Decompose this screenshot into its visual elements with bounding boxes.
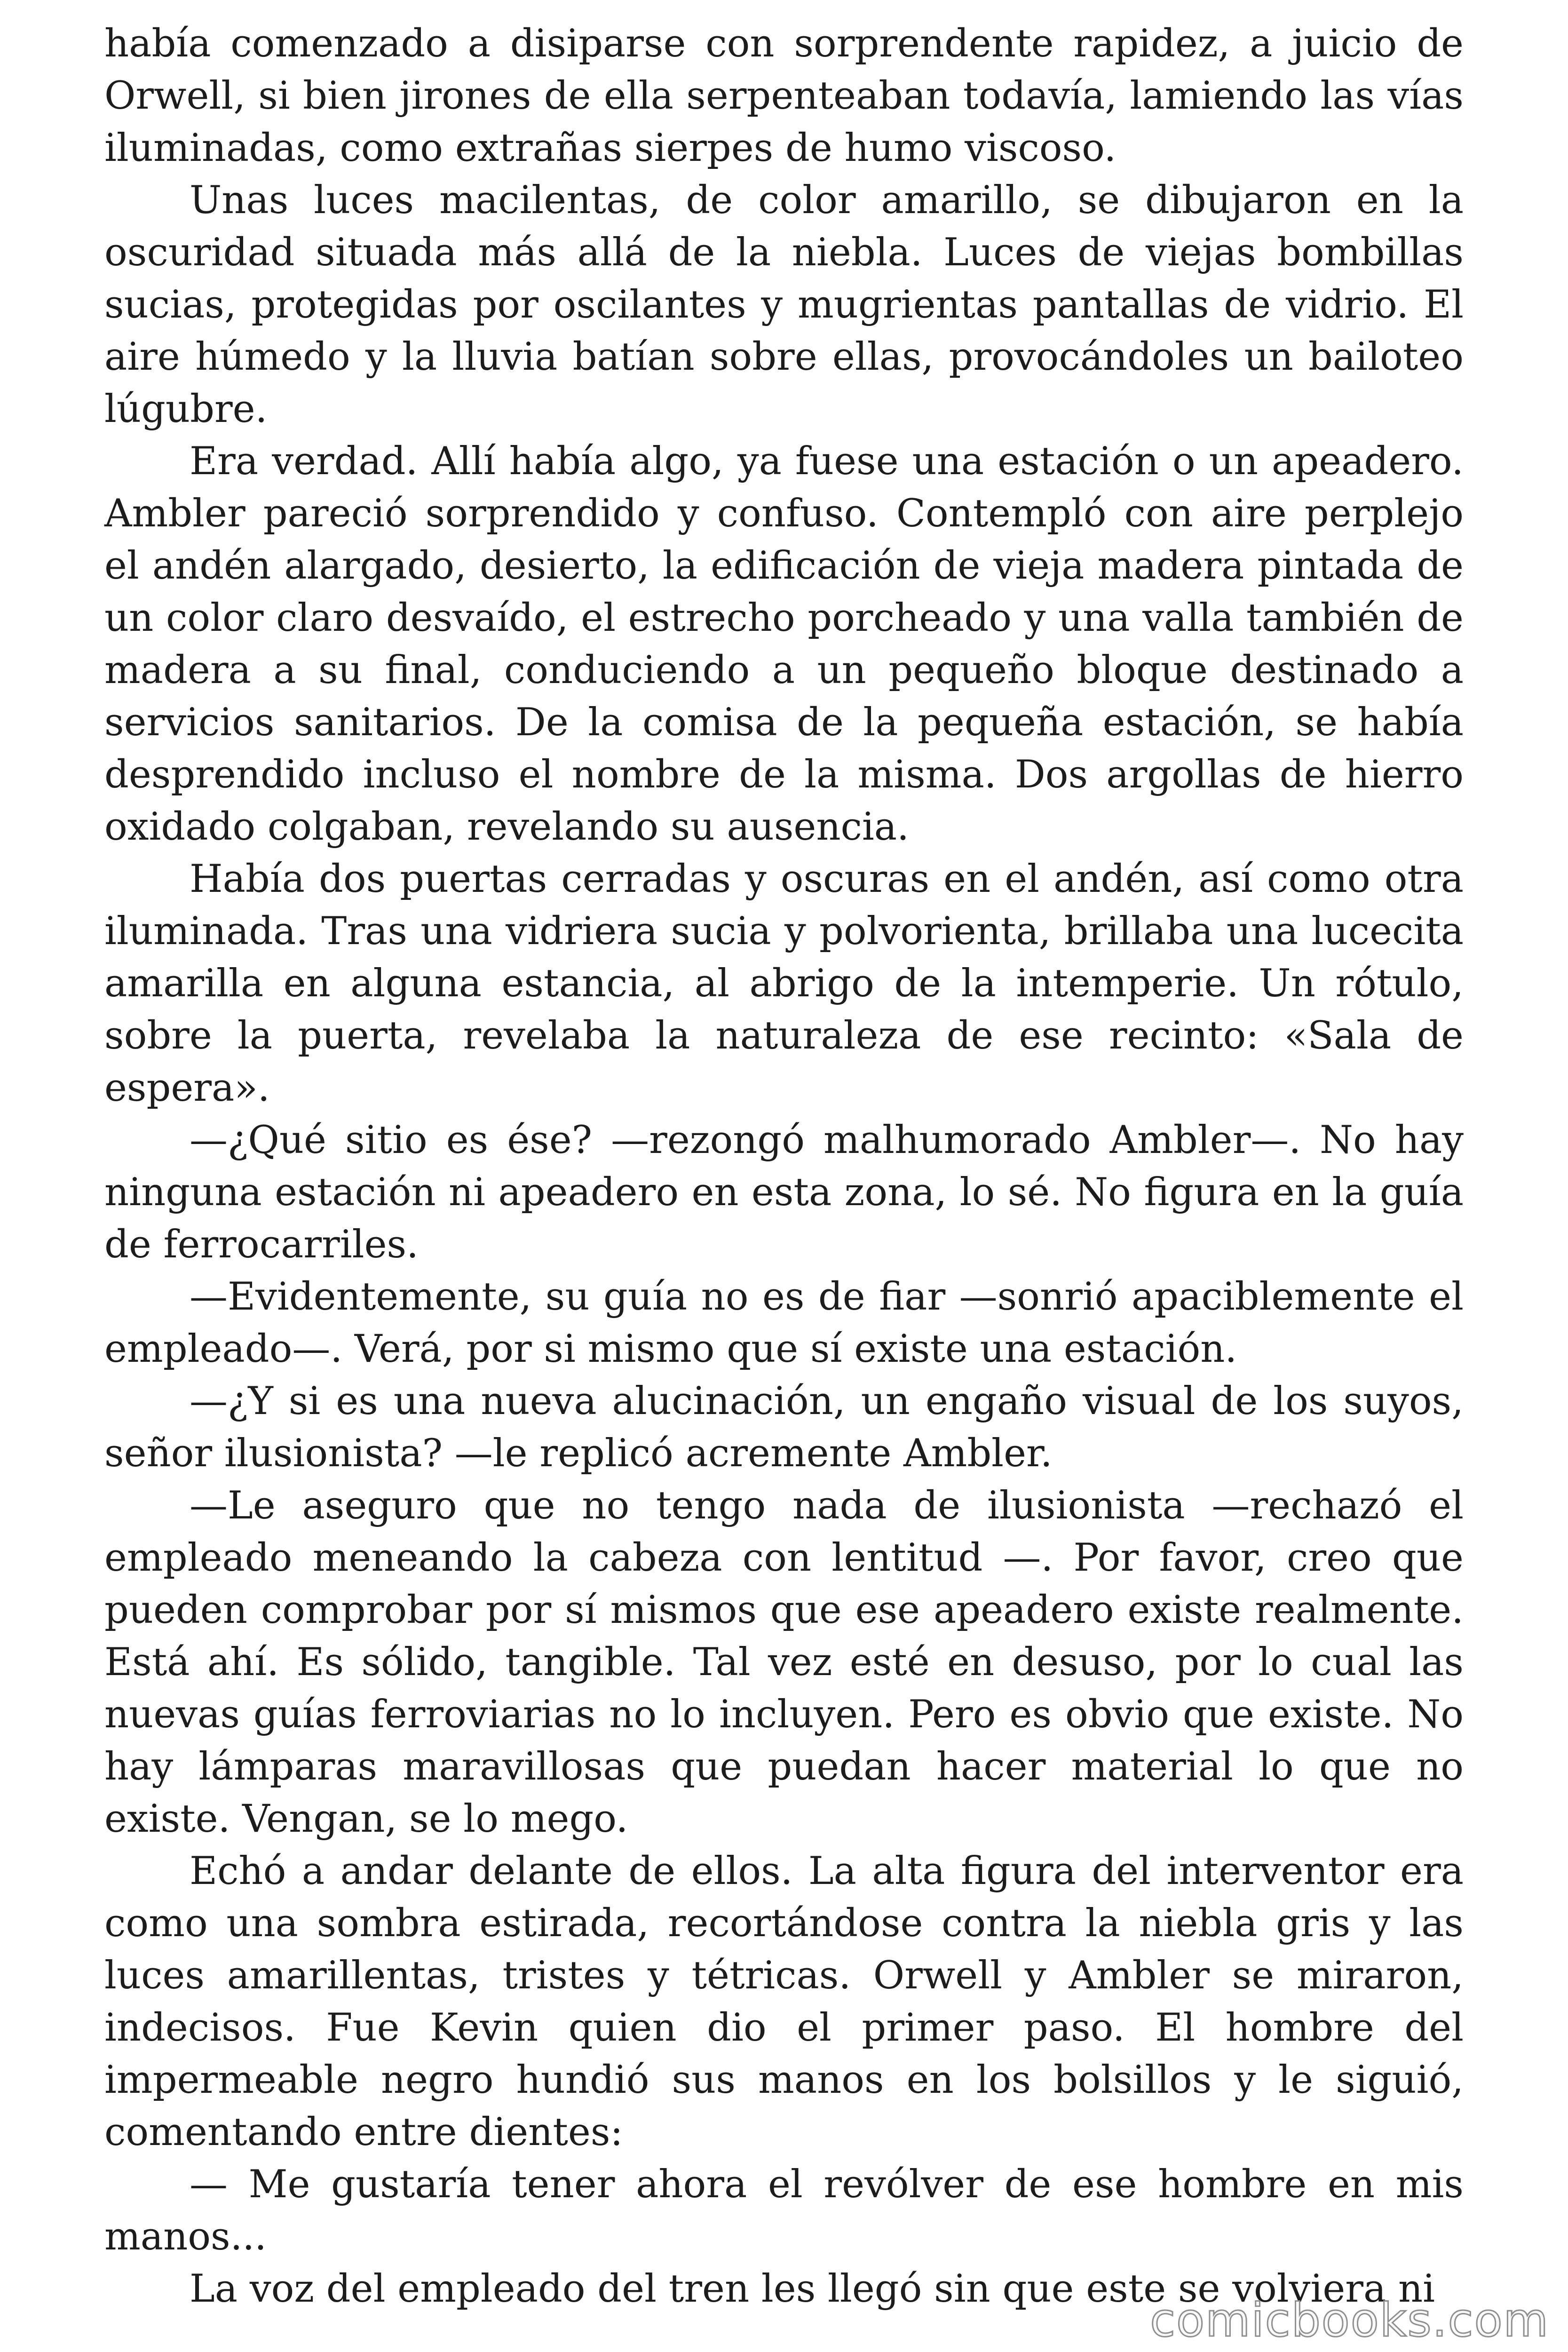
paragraph: —Le aseguro que no tengo nada de ilusionista —rechazó el empleado meneando la cabeza con lentitud —. Por favor, creo que pueden comprobar por sí mismos que ese apeadero existe realmente. Está ahí. Es sólido, tangible. Tal vez esté en desuso, por lo cual las nuevas guías ferroviarias no lo incluyen. Pero es obvio que existe. No hay lámparas maravillosas que puedan hacer material lo que no existe. Vengan, se lo mego. (104, 1484, 1464, 1841)
paragraph: Unas luces macilentas, de color amarillo, se dibujaron en la oscuridad situada más allá de la niebla. Luces de viejas bombillas sucias, protegidas por oscilantes y mugrientas pantallas de vidrio. El aire húmedo y la lluvia batían sobre ellas, provocándoles un bailoteo lúgubre. (104, 178, 1464, 431)
paragraph: Echó a andar delante de ellos. La alta figura del interventor era como una sombra estirada, recortándose contra la niebla gris y las luces amarillentas, tristes y tétricas. Orwell y Ambler se miraron, indecisos. Fue Kevin quien dio el primer paso. El hombre del impermeable negro hundió sus manos en los bolsillos y le siguió, comentando entre dientes: (104, 1849, 1464, 2154)
paragraph: había comenzado a disiparse con sorprendente rapidez, a juicio de Orwell, si bien jirones de ella serpenteaban todavía, lamiendo las vías iluminadas, como extrañas sierpes de humo viscoso. (104, 22, 1464, 170)
paragraph: —¿Qué sitio es ése? —rezongó malhumorado Ambler—. No hay ninguna estación ni apeadero en esta zona, lo sé. No figura en la guía de ferrocarriles. (104, 1118, 1464, 1267)
paragraph: Había dos puertas cerradas y oscuras en el andén, así como otra iluminada. Tras una vidriera sucia y polvorienta, brillaba una lucecita amarilla en alguna estancia, al abrigo de la intemperie. Un rótulo, sobre la puerta, revelaba la naturaleza de ese recinto: «Sala de espera». (104, 857, 1464, 1110)
watermark: comicbooks.com (1150, 2294, 1549, 2347)
paragraph: —¿Y si es una nueva alucinación, un engaño visual de los suyos, señor ilusionista? —le replicó acremente Ambler. (104, 1379, 1464, 1476)
paragraph: —Evidentemente, su guía no es de fiar —sonrió apaciblemente el empleado—. Verá, por si mismo que sí existe una estación. (104, 1275, 1464, 1371)
paragraph-partial: La voz del empleado del tren les llegó sin que este se volviera ni (190, 2267, 1435, 2311)
paragraph: — Me gustaría tener ahora el revólver de ese hombre en mis manos... (104, 2162, 1464, 2259)
paragraph: Era verdad. Allí había algo, ya fuese una estación o un apeadero. Ambler pareció sorprendido y confuso. Contempló con aire perplejo el andén alargado, desierto, la edificación de vieja madera pintada de un color claro desvaído, el estrecho porcheado y una valla también de madera a su final, conduciendo a un pequeño bloque destinado a servicios sanitarios. De la comisa de la pequeña estación, se había desprendido incluso el nombre de la misma. Dos argollas de hierro oxidado colgaban, revelando su ausencia. (104, 439, 1464, 849)
book-page-text (104, 18, 1464, 2315)
